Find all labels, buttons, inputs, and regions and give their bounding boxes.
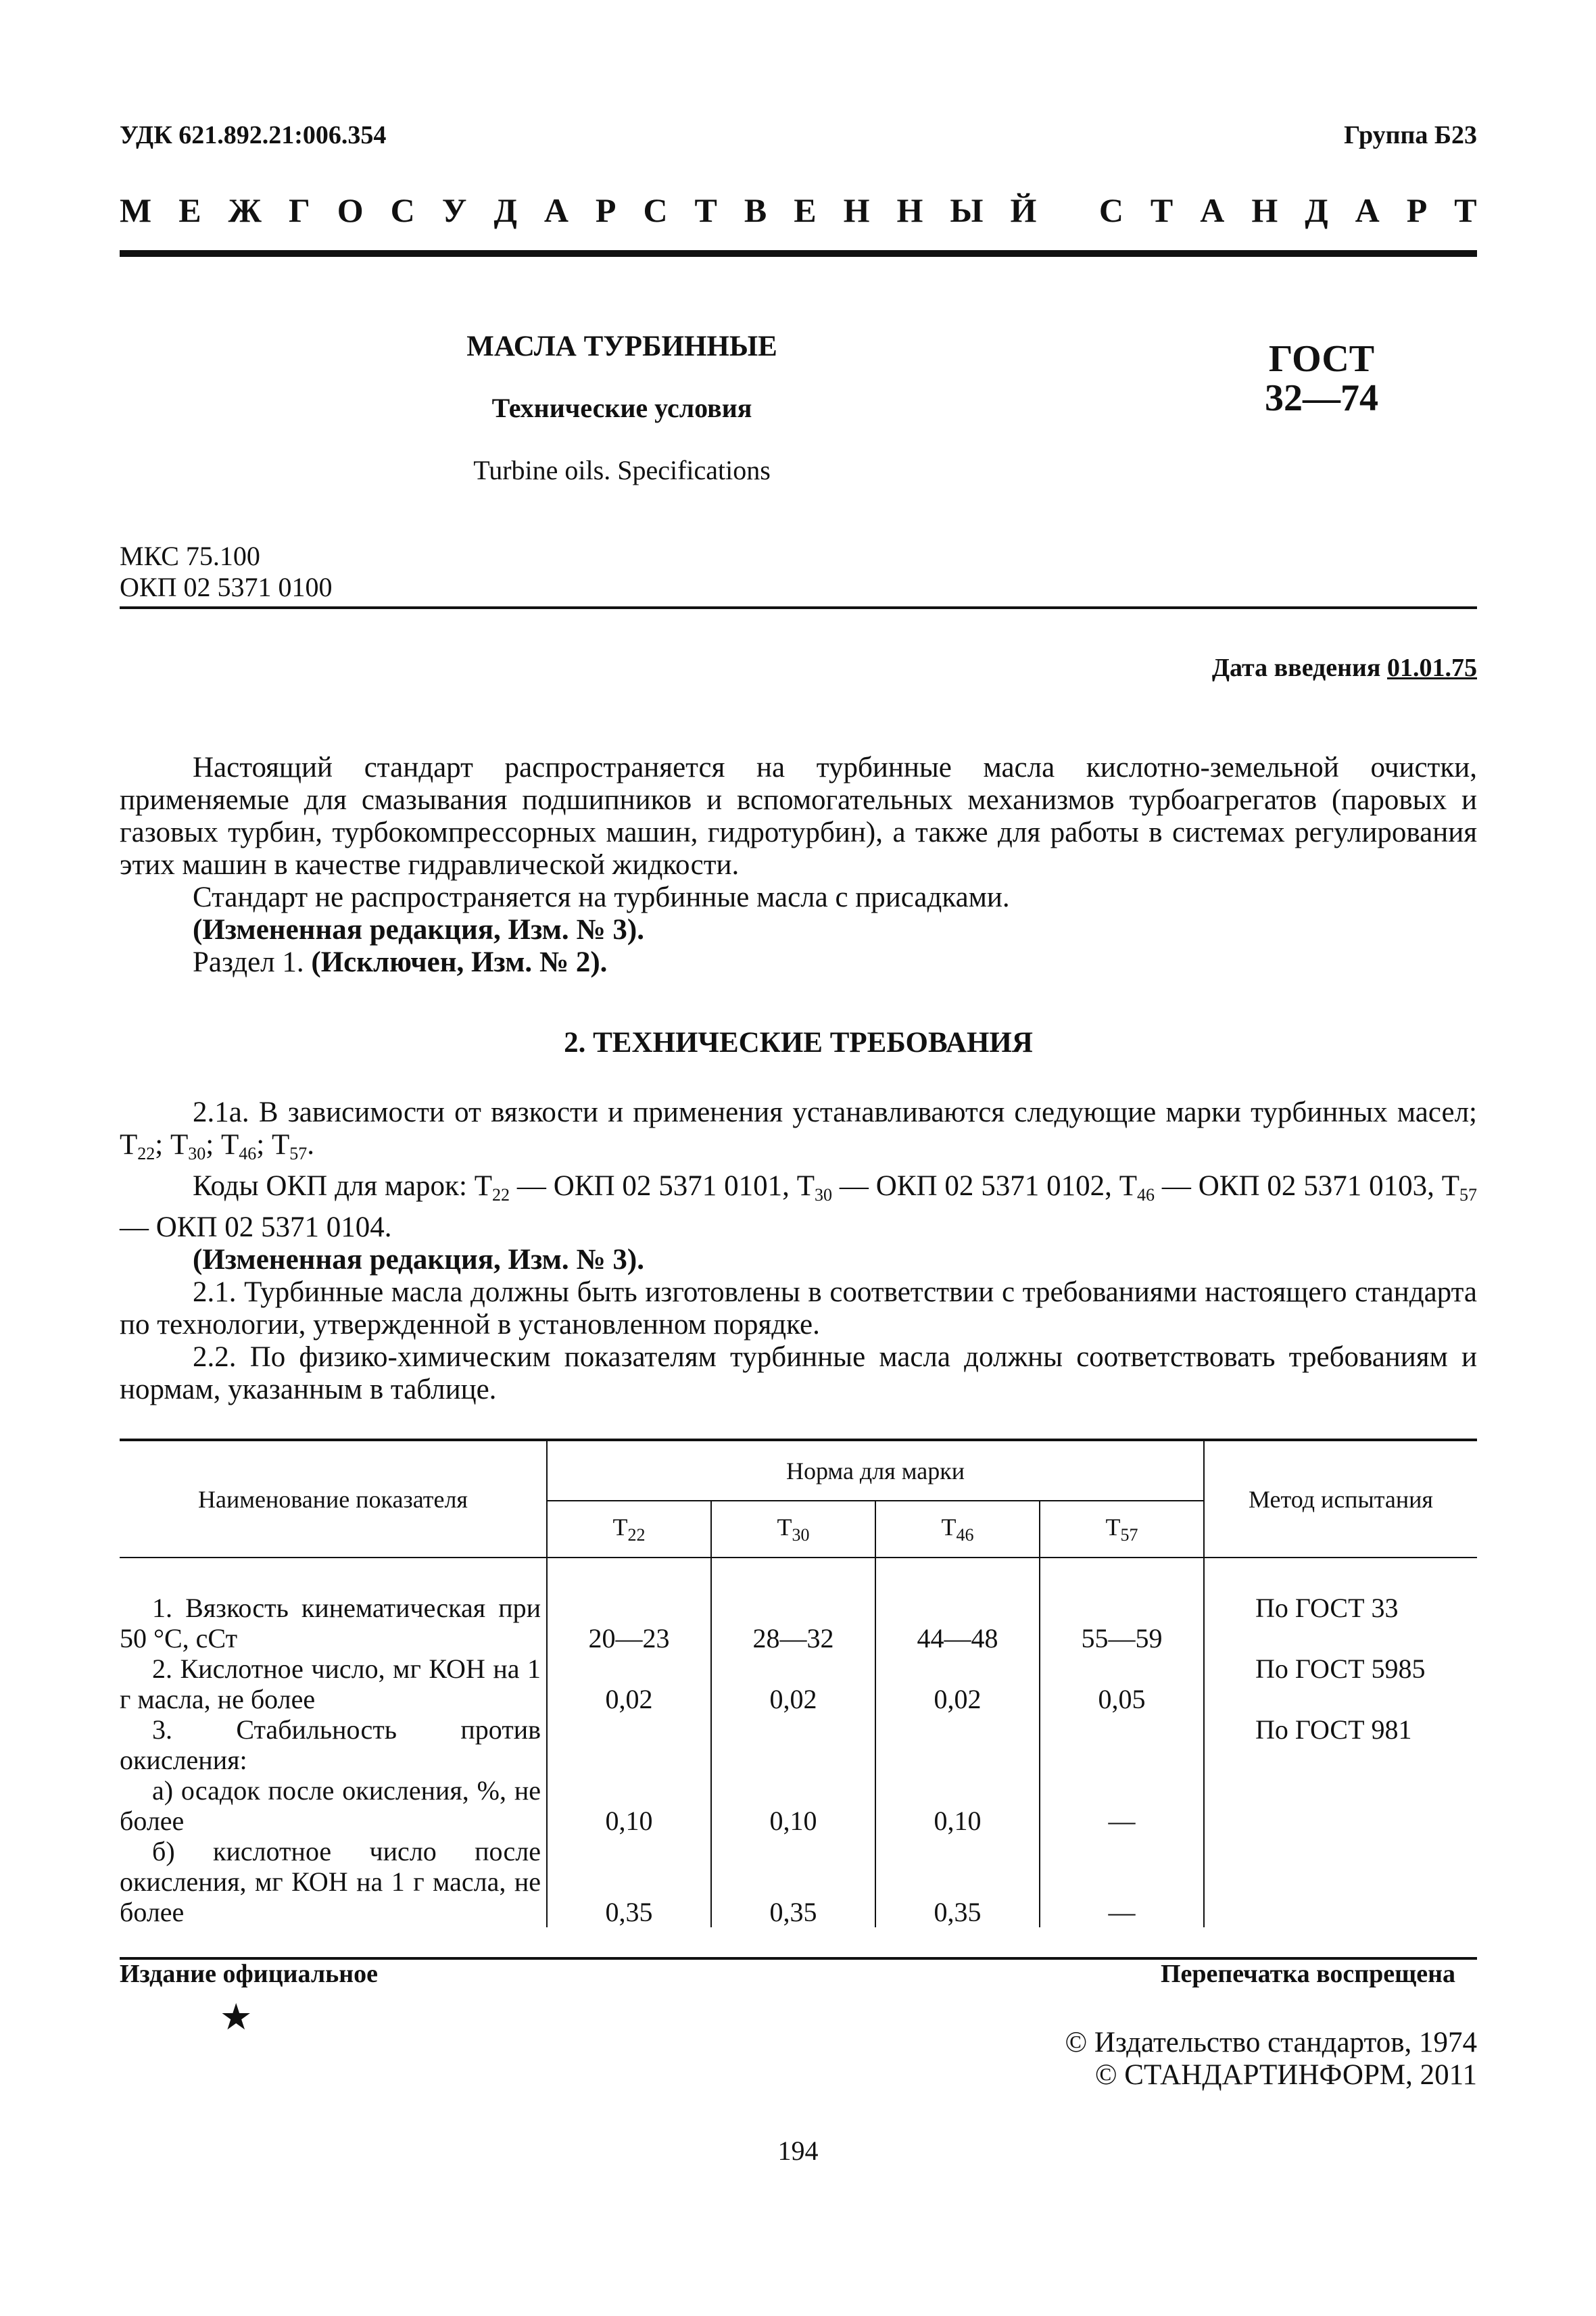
mark-index: 22 (627, 1525, 646, 1545)
interstate-standard-banner (120, 191, 1477, 230)
table-row (120, 1836, 1477, 1927)
column-header-mark (1040, 1501, 1204, 1558)
norm-value: — (1108, 1806, 1136, 1836)
banner-letter: Т (1454, 191, 1477, 229)
table-row (120, 1593, 1477, 1654)
banner-letter: Г (288, 191, 310, 229)
group-code: Группа Б23 (1344, 121, 1477, 149)
banner-letter: У (441, 191, 467, 229)
header-rule (120, 250, 1477, 257)
indicator-name: б) кислотное число после окисления, мг КОН на 1 г масла, не более (120, 1836, 541, 1927)
norm-value: 0,35 (769, 1897, 817, 1927)
okp-mark: Т (474, 1170, 493, 1202)
column-header-norm: Норма для марки (547, 1440, 1204, 1501)
norm-value: 0,10 (605, 1806, 653, 1836)
banner-letter: С (390, 191, 415, 229)
oil-mark: Т (170, 1129, 189, 1161)
banner-letter: Р (1406, 191, 1428, 229)
copyright-2011: © СТАНДАРТИНФОРМ, 2011 (1094, 2059, 1477, 2091)
banner-letter: В (744, 191, 767, 229)
indicator-name-cell (120, 1714, 547, 1775)
column-header-mark (547, 1501, 711, 1558)
norm-value-cell (547, 1593, 711, 1654)
banner-letter: Д (1305, 191, 1328, 229)
okp-codes-paragraph (120, 1170, 1477, 1244)
indicator-name-cell (120, 1836, 547, 1927)
section-1-note (120, 946, 1477, 979)
copyright-1974: © Издательство стандартов, 1974 (1065, 2027, 1477, 2058)
norm-value-cell (875, 1714, 1040, 1775)
banner-letter: Д (493, 191, 517, 229)
oil-mark: Т (271, 1129, 290, 1161)
column-header-indicator: Наименование показателя (120, 1440, 547, 1558)
spacer-cell (875, 1558, 1040, 1593)
norm-value: 20—23 (588, 1623, 670, 1654)
indicator-name: а) осадок после окисления, %, не более (120, 1775, 541, 1836)
gost-designation (1237, 339, 1406, 418)
norm-value: 44—48 (917, 1623, 998, 1654)
section-1-status: (Исключен, Изм. № 2). (311, 946, 608, 978)
okp-mark: Т (1441, 1170, 1459, 1202)
norm-value-cell (875, 1775, 1040, 1836)
table-row (120, 1775, 1477, 1836)
introduction-date (1212, 653, 1477, 683)
clause-2-2: 2.2. По физико-химическим показателям турбинные масла должны соответствовать требованиям и нормам, указанным в таблице. (120, 1341, 1477, 1405)
banner-letter: Н (1251, 191, 1278, 229)
norm-value-cell (875, 1836, 1040, 1927)
banner-letter: Е (178, 191, 201, 229)
test-method: По ГОСТ 5985 (1255, 1654, 1426, 1684)
spacer-cell (547, 1558, 711, 1593)
banner-letter: Н (896, 191, 923, 229)
test-method: По ГОСТ 33 (1255, 1593, 1399, 1623)
norm-value: 0,35 (605, 1897, 653, 1927)
banner-letter: А (543, 191, 569, 229)
indicator-name: 3. Стабильность против окисления: (120, 1714, 541, 1775)
norm-value-cell (1040, 1593, 1204, 1654)
column-header-mark (711, 1501, 875, 1558)
norm-value-cell (875, 1654, 1040, 1714)
oil-marks-list: $Т_{22}$; $Т_{30}$; $Т_{46}$; $Т_{57}$. (120, 1129, 314, 1163)
oil-mark: Т (220, 1129, 239, 1161)
norm-value: — (1108, 1897, 1136, 1927)
specification-table (120, 1439, 1477, 1927)
english-title: Turbine oils. Specifications (473, 455, 771, 485)
banner-letter: Н (843, 191, 870, 229)
section-2-text (120, 1096, 1477, 1406)
banner-letter: Т (694, 191, 717, 229)
norm-value-cell (547, 1714, 711, 1775)
document-title: МАСЛА ТУРБИННЫЕ (466, 331, 777, 362)
norm-value-cell (711, 1836, 875, 1927)
banner-letter: Р (595, 191, 616, 229)
udk-code: УДК 621.892.21:006.354 (120, 121, 387, 149)
table-row (120, 1654, 1477, 1714)
okp-mark: Т (1119, 1170, 1138, 1202)
mark-letter: Т (1105, 1514, 1121, 1541)
test-method-cell (1204, 1775, 1477, 1836)
okp-code: ОКП 02 5371 0100 (120, 572, 333, 602)
norm-value: 0,02 (769, 1684, 817, 1714)
banner-letter: Й (1010, 191, 1037, 229)
norm-value: 0,10 (769, 1806, 817, 1836)
intro-paragraph-scope: Настоящий стандарт распространяется на турбинные масла кислотно-земельной очистки, применяемые для смазывания подшипников и вспомогательных механизмов турбоагрегатов (паровых и газовых турбин, турбокомпрессорных машин, гидротурбин), а также для работы в системах регулирования этих машин в качестве гидравлической жидкости. (120, 752, 1477, 881)
oil-mark-index: 46 (239, 1144, 257, 1163)
banner-letter: Ж (228, 191, 262, 229)
okp-mark: Т (796, 1170, 815, 1202)
banner-letter: М (120, 191, 152, 229)
test-method-cell (1204, 1654, 1477, 1714)
indicator-name: 1. Вязкость кинематическая при 50 °С, сСт (120, 1593, 541, 1654)
introduction-date-value: 01.01.75 (1387, 654, 1477, 682)
norm-value-cell (711, 1654, 875, 1714)
column-header-mark (875, 1501, 1040, 1558)
table-body (120, 1558, 1477, 1927)
clause-2-1a-text: 2.1а. В зависимости от вязкости и применения устанавливаются следующие марки турбинных масел; (193, 1096, 1477, 1128)
norm-value-cell (547, 1654, 711, 1714)
banner-letter: Т (1150, 191, 1174, 229)
okp-code: — ОКП 02 5371 0103, (1155, 1170, 1442, 1202)
mark-letter: Т (777, 1514, 792, 1541)
spacer-cell (1204, 1558, 1477, 1593)
mark-index: 57 (1120, 1525, 1138, 1545)
clause-2-1: 2.1. Турбинные масла должны быть изготовлены в соответствии с требованиями настоящего стандарта по технологии, утвержденной в установленном порядке. (120, 1276, 1477, 1341)
mark-index: 30 (792, 1525, 810, 1545)
norm-value-cell (1040, 1714, 1204, 1775)
oil-mark-index: 22 (137, 1144, 155, 1163)
spacer-cell (1040, 1558, 1204, 1593)
okp-code: — ОКП 02 5371 0101, (510, 1170, 797, 1202)
oil-mark-index: 30 (188, 1144, 206, 1163)
norm-value-cell (875, 1593, 1040, 1654)
norm-value-cell (547, 1775, 711, 1836)
okp-codes-lead: Коды ОКП для марок: (193, 1170, 475, 1202)
document-subtitle: Технические условия (491, 393, 752, 423)
oil-mark: Т (120, 1129, 138, 1161)
banner-letter: А (1200, 191, 1225, 229)
clause-2-1a-amendment: (Измененная редакция, Изм. № 3). (193, 1244, 644, 1276)
oil-mark-index: 57 (289, 1144, 308, 1163)
copyright-block (1065, 2027, 1477, 2092)
codes-rule (120, 606, 1477, 609)
norm-value-cell (1040, 1654, 1204, 1714)
indicator-name: 2. Кислотное число, мг КОН на 1 г масла, не более (120, 1654, 541, 1714)
banner-letter: С (643, 191, 668, 229)
star-icon: ★ (220, 1997, 253, 2037)
mark-letter: Т (612, 1514, 628, 1541)
introduction-date-label: Дата введения (1211, 654, 1381, 682)
banner-letter: Е (794, 191, 817, 229)
norm-value-cell (711, 1714, 875, 1775)
okp-code: — ОКП 02 5371 0104. (120, 1211, 392, 1243)
norm-value-cell (711, 1775, 875, 1836)
test-method-cell (1204, 1593, 1477, 1654)
banner-letter: А (1355, 191, 1380, 229)
okp-mark-index: 30 (815, 1185, 833, 1205)
introduction-text (120, 752, 1477, 979)
banner-letter: Ы (950, 191, 984, 229)
intro-amendment-note: (Измененная редакция, Изм. № 3). (193, 914, 644, 946)
mark-index: 46 (956, 1525, 974, 1545)
norm-value: 28—32 (752, 1623, 834, 1654)
section-1-label: Раздел 1. (193, 946, 304, 978)
banner-letter: С (1098, 191, 1123, 229)
test-method: По ГОСТ 981 (1255, 1714, 1412, 1745)
norm-value: 0,10 (934, 1806, 982, 1836)
gost-label: ГОСТ (1268, 338, 1375, 380)
spacer-cell (711, 1558, 875, 1593)
intro-paragraph-exclusion: Стандарт не распространяется на турбинные масла с присадками. (193, 882, 1010, 913)
okp-mark-index: 22 (492, 1185, 510, 1205)
indicator-name-cell (120, 1654, 547, 1714)
norm-value: 0,02 (605, 1684, 653, 1714)
reprint-prohibited-label: Перепечатка воспрещена (1160, 1960, 1455, 1988)
mks-code: МКС 75.100 (120, 541, 260, 571)
classification-codes (120, 541, 332, 603)
norm-value: 0,35 (934, 1897, 982, 1927)
test-method-cell (1204, 1714, 1477, 1775)
norm-value-cell (547, 1836, 711, 1927)
test-method-cell (1204, 1836, 1477, 1927)
norm-value: 0,02 (934, 1684, 982, 1714)
banner-letter (1063, 191, 1072, 230)
okp-code: — ОКП 02 5371 0102, (832, 1170, 1119, 1202)
table-spacer-row (120, 1558, 1477, 1593)
indicator-name-cell (120, 1775, 547, 1836)
norm-value: 0,05 (1098, 1684, 1146, 1714)
mark-letter: Т (941, 1514, 957, 1541)
section-title-technical-requirements: 2. ТЕХНИЧЕСКИЕ ТРЕБОВАНИЯ (564, 1027, 1033, 1059)
column-header-method: Метод испытания (1204, 1440, 1477, 1558)
gost-number: 32—74 (1265, 377, 1378, 419)
official-edition-label: Издание официальное (120, 1960, 379, 1988)
norm-value-cell (711, 1593, 875, 1654)
table-row (120, 1714, 1477, 1775)
indicator-name-cell (120, 1593, 547, 1654)
norm-value: 55—59 (1081, 1623, 1163, 1654)
norm-value-cell (1040, 1775, 1204, 1836)
page-number: 194 (777, 2136, 819, 2166)
norm-value-cell (1040, 1836, 1204, 1927)
okp-mark-index: 57 (1459, 1185, 1477, 1205)
clause-2-1a (120, 1096, 1477, 1170)
banner-letter: О (337, 191, 364, 229)
okp-mark-index: 46 (1137, 1185, 1155, 1205)
spacer-cell (120, 1558, 547, 1593)
